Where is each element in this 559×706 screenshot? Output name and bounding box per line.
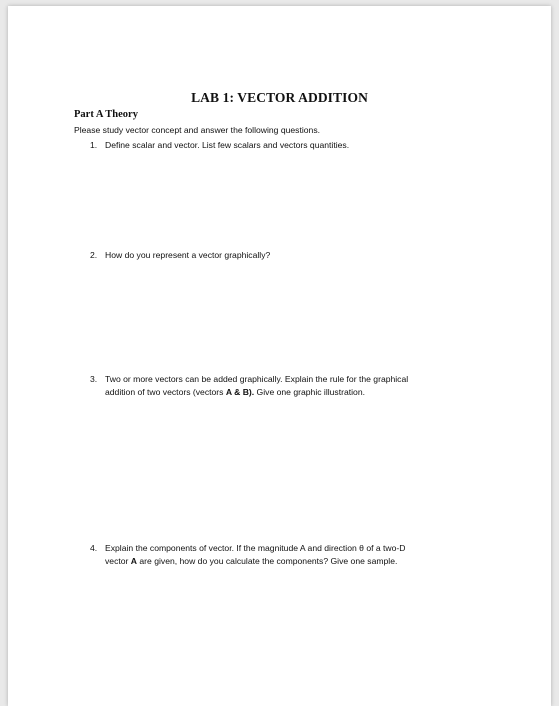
question-text-line-2	[105, 386, 510, 399]
question-4	[90, 542, 510, 567]
question-text-segment: addition of two vectors (vectors	[105, 386, 226, 397]
question-text-segment: vector	[105, 555, 131, 566]
question-text-line-2	[105, 555, 510, 568]
question-number: 2.	[90, 250, 98, 260]
question-text: Define scalar and vector. List few scalars and vectors quantities.	[105, 140, 350, 150]
question-number: 3.	[90, 374, 98, 384]
vector-label-bold: A	[130, 555, 138, 566]
intro-text: Please study vector concept and answer the following questions.	[74, 125, 321, 135]
vector-label-bold: A & B).	[225, 386, 255, 397]
part-heading: Part A Theory	[74, 109, 138, 120]
question-2	[90, 249, 510, 262]
question-text: How do you represent a vector graphically?	[105, 250, 271, 260]
document-title: LAB 1: VECTOR ADDITION	[191, 90, 368, 105]
document-page	[8, 6, 551, 706]
question-text-line-1: Explain the components of vector. If the magnitude A and direction θ of a two-D	[105, 543, 406, 553]
question-number: 1.	[90, 140, 98, 150]
question-3	[90, 373, 510, 398]
question-text-line-1: Two or more vectors can be added graphically. Explain the rule for the graphical	[105, 374, 409, 384]
question-number: 4.	[90, 543, 98, 553]
question-text-segment: are given, how do you calculate the components? Give one sample.	[137, 555, 398, 566]
question-1	[90, 139, 510, 152]
question-text-segment: Give one graphic illustration.	[254, 386, 365, 397]
